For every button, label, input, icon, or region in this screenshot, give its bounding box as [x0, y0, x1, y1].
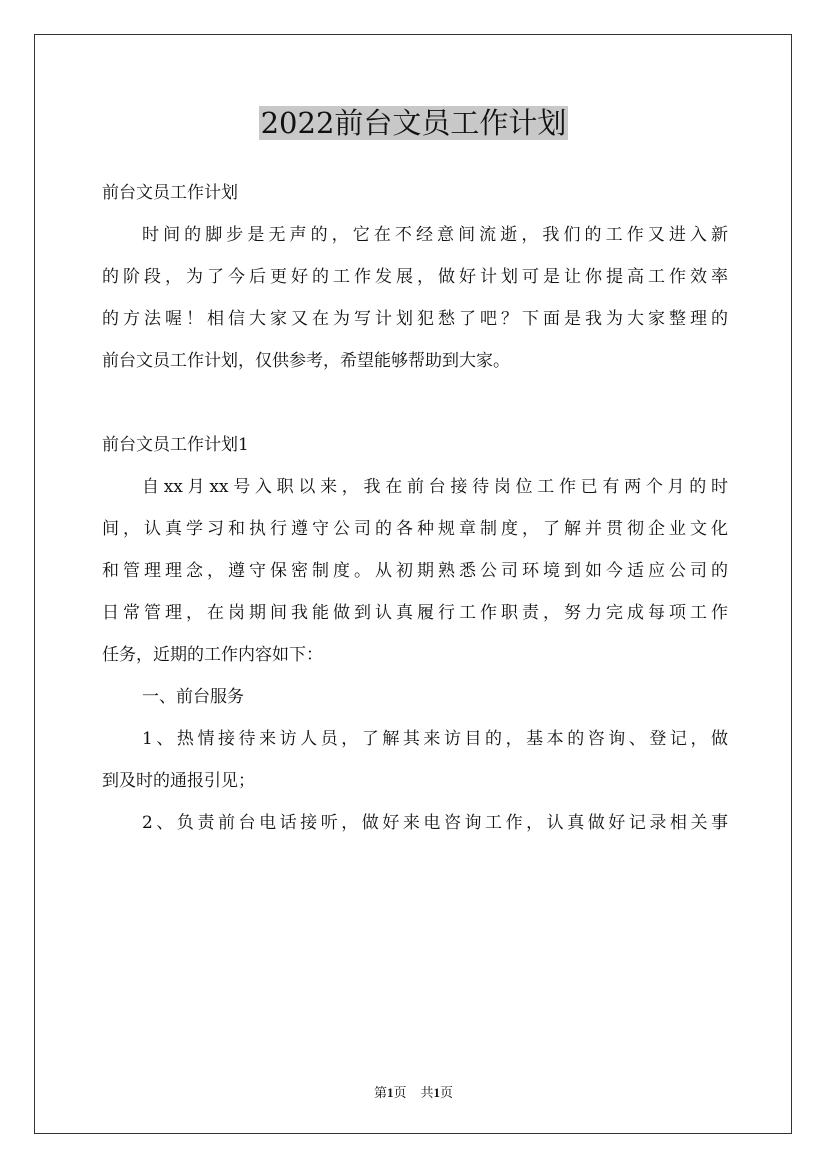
document-title-text: 2022前台文员工作计划 [260, 106, 567, 140]
section1-line-4: 日常管理，在岗期间我能做到认真履行工作职责，努力完成每项工作 [102, 603, 728, 623]
item2-line-1: 2、负责前台电话接听，做好来电咨询工作，认真做好记录相关事 [142, 813, 728, 833]
footer-page-number: 1 [386, 1085, 394, 1100]
document-body [102, 172, 728, 844]
intro-line-3: 的方法喔！相信大家又在为写计划犯愁了吧？下面是我为大家整理的 [102, 309, 728, 329]
item1-line-2: 到及时的通报引见； [102, 771, 255, 791]
section1-line-5: 任务，近期的工作内容如下： [102, 645, 323, 665]
subheading-front-desk-service: 一、前台服务 [142, 687, 244, 707]
item1-line-1: 1、热情接待来访人员，了解其来访目的，基本的咨询、登记，做 [142, 729, 728, 749]
subtitle: 前台文员工作计划 [102, 183, 238, 203]
footer-total-number: 1 [433, 1085, 441, 1100]
footer-total-prefix: 共 [420, 1085, 434, 1100]
section1-line-2: 间，认真学习和执行遵守公司的各种规章制度，了解并贯彻企业文化 [102, 519, 728, 539]
section1-heading: 前台文员工作计划1 [102, 435, 249, 455]
footer-total-suffix: 页 [440, 1085, 454, 1100]
footer-page-suffix: 页 [393, 1085, 407, 1100]
section1-line-3: 和管理理念，遵守保密制度。从初期熟悉公司环境到如今适应公司的 [102, 561, 728, 581]
intro-line-2: 的阶段，为了今后更好的工作发展，做好计划可是让你提高工作效率 [102, 267, 728, 287]
section1-line-1: 自xx月xx号入职以来，我在前台接待岗位工作已有两个月的时 [142, 477, 728, 497]
document-title [0, 101, 827, 145]
paragraph-spacer [102, 382, 728, 424]
intro-line-4: 前台文员工作计划，仅供参考，希望能够帮助到大家。 [102, 351, 510, 371]
page-footer [0, 1083, 827, 1103]
intro-line-1: 时间的脚步是无声的，它在不经意间流逝，我们的工作又进入新 [142, 225, 728, 245]
footer-page-prefix: 第 [373, 1085, 387, 1100]
